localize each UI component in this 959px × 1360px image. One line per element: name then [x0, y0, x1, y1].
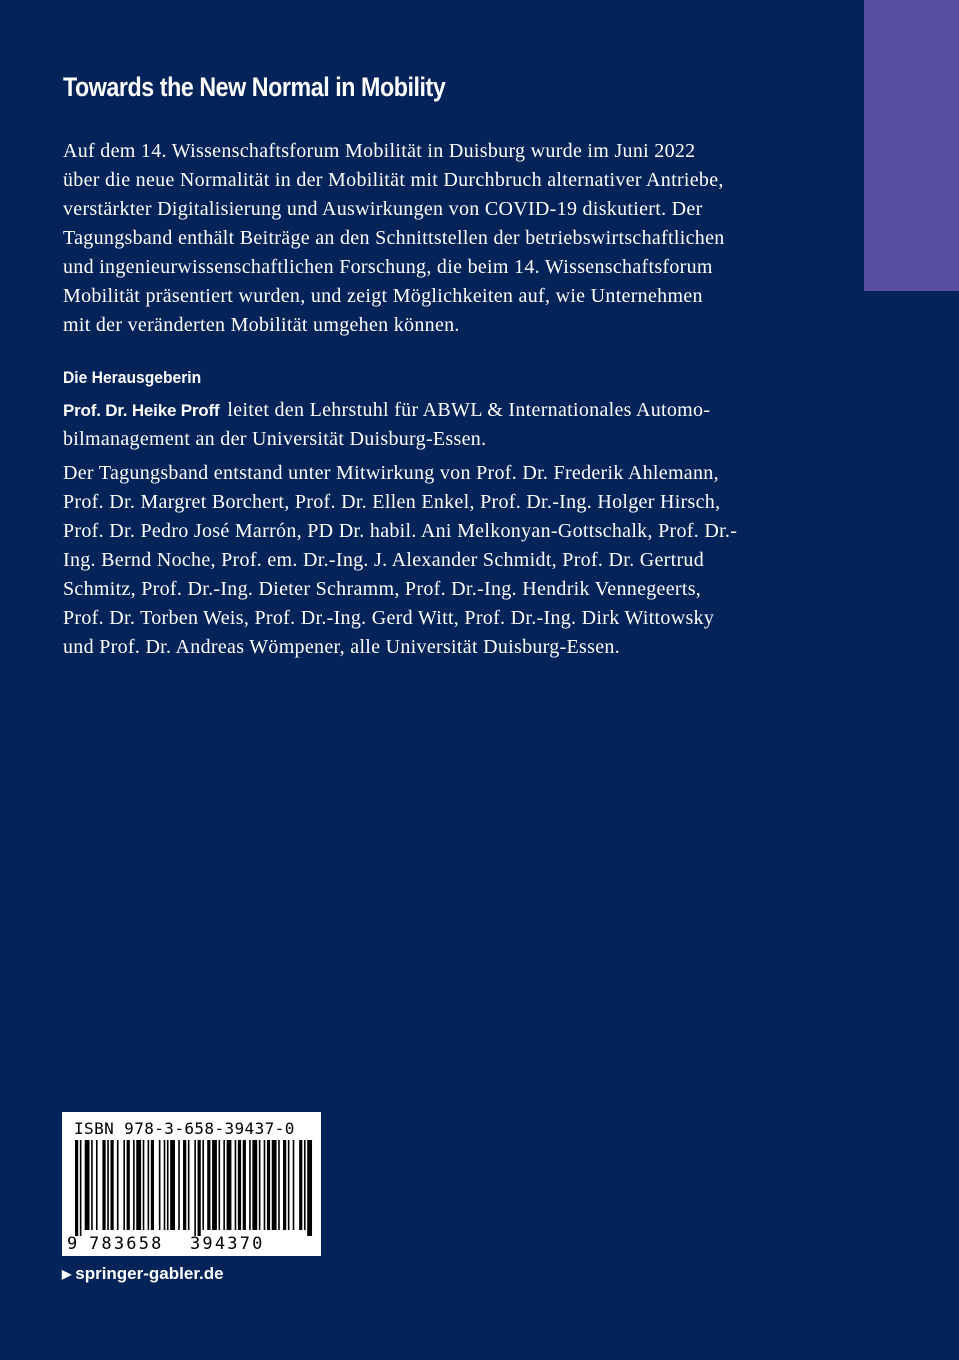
barcode-bar [299, 1140, 302, 1230]
barcode-bar [202, 1140, 204, 1230]
barcode-bar [183, 1140, 186, 1230]
barcode-bar [272, 1140, 277, 1230]
barcode-bar [267, 1140, 270, 1230]
barcode-bar [167, 1140, 169, 1230]
barcode-bar [148, 1140, 150, 1230]
barcode-bar [198, 1140, 201, 1236]
barcode-bar [223, 1140, 225, 1230]
website-link[interactable] [62, 1264, 224, 1284]
barcode-bar [249, 1140, 251, 1230]
editor-heading: Die Herausgeberin [63, 368, 202, 387]
barcode-bar [151, 1140, 154, 1230]
text-line: Mobilität präsentiert wurden, und zeigt Möglichkeiten auf, wie Unternehmen [63, 285, 703, 307]
barcode-bar [136, 1140, 141, 1230]
barcode-bar [123, 1140, 125, 1230]
text-line: Prof. Dr. Margret Borchert, Prof. Dr. Ellen Enkel, Prof. Dr.-Ing. Holger Hirsch, [63, 491, 721, 513]
barcode-bar [288, 1140, 290, 1230]
barcode-bar [85, 1140, 90, 1230]
barcode-bar [212, 1140, 217, 1230]
text-line: und Prof. Dr. Andreas Wömpener, alle Universität Duisburg-Essen. [63, 636, 621, 658]
text-line [63, 396, 710, 425]
barcode-bar [252, 1140, 257, 1230]
text-line: mit der veränderten Mobilität umgehen können. [63, 314, 460, 336]
barcode-bar [110, 1140, 113, 1230]
barcode-bar [293, 1140, 295, 1230]
barcode-bar [243, 1140, 246, 1230]
text-line: Auf dem 14. Wissenschaftsforum Mobilität in Duisburg wurde im Juni 2022 [63, 140, 696, 162]
barcode-bar [91, 1140, 93, 1230]
barcode-bar [238, 1140, 241, 1230]
accent-tab [864, 0, 959, 291]
barcode-bar [133, 1140, 135, 1230]
isbn-label: ISBN 978-3-658-39437-0 [74, 1119, 295, 1138]
barcode-graphic [62, 1112, 321, 1256]
barcode-bar [194, 1140, 196, 1236]
barcode-bar [219, 1140, 221, 1230]
text-line: verstärkter Digitalisierung und Auswirkungen von COVID-19 diskutiert. Der [63, 198, 703, 220]
barcode-bar [188, 1140, 190, 1230]
barcode-bar [178, 1140, 180, 1230]
editor-bio [63, 396, 710, 454]
book-title: Towards the New Normal in Mobility [63, 72, 446, 102]
text-line: über die neue Normalität in der Mobilität mit Durchbruch alternativer Antriebe, [63, 169, 724, 191]
barcode-bar [80, 1140, 82, 1236]
text-line: bilmanagement an der Universität Duisburg-Essen. [63, 428, 487, 450]
barcode-bar [127, 1140, 130, 1230]
description-paragraph [63, 137, 725, 340]
barcode-bar [278, 1140, 280, 1230]
barcode-bar [164, 1140, 166, 1230]
editor-bio-text: leitet den Lehrstuhl für ABWL & Internationales Automo- [227, 399, 711, 421]
barcode-bar [307, 1140, 312, 1236]
barcode-digits-right: 394370 [190, 1234, 265, 1254]
text-line: Tagungsband enthält Beiträge an den Schnittstellen der betriebswirtschaftlichen [63, 227, 725, 249]
barcode-bar [304, 1140, 306, 1230]
barcode-bar [264, 1140, 266, 1230]
editor-name: Prof. Dr. Heike Proff [63, 401, 220, 420]
barcode-bar [159, 1140, 161, 1230]
barcode-digit-lead: 9 [67, 1234, 78, 1254]
barcode-bar [75, 1140, 78, 1236]
text-line: Der Tagungsband entstand unter Mitwirkung von Prof. Dr. Frederik Ahlemann, [63, 462, 719, 484]
barcode-bar [259, 1140, 261, 1230]
barcode-bar [170, 1140, 175, 1230]
text-line: Prof. Dr. Torben Weis, Prof. Dr.-Ing. Gerd Witt, Prof. Dr.-Ing. Dirk Wittowsky [63, 607, 715, 629]
text-line: Ing. Bernd Noche, Prof. em. Dr.-Ing. J. Alexander Schmidt, Prof. Dr. Gertrud [63, 549, 705, 571]
barcode-bar [143, 1140, 145, 1230]
contributors-paragraph [63, 459, 737, 662]
website-label: springer-gabler.de [75, 1264, 224, 1283]
barcode-bar [107, 1140, 109, 1230]
triangle-right-icon: ▶ [62, 1267, 72, 1281]
text-line: Schmitz, Prof. Dr.-Ing. Dieter Schramm, Prof. Dr.-Ing. Hendrik Vennegeerts, [63, 578, 702, 600]
barcode-bar [102, 1140, 105, 1230]
text-line: Prof. Dr. Pedro José Marrón, PD Dr. habil. Ani Melkonyan-Gottschalk, Prof. Dr.- [63, 520, 738, 542]
barcode-bar [207, 1140, 210, 1230]
barcode-digits-left: 783658 [89, 1234, 164, 1254]
barcode-bar [117, 1140, 119, 1230]
barcode-bar [96, 1140, 98, 1230]
isbn-barcode [62, 1112, 321, 1256]
barcode-bar [283, 1140, 286, 1230]
barcode-bar [227, 1140, 232, 1230]
text-line: und ingenieurwissenschaftlichen Forschung, die beim 14. Wissenschaftsforum [63, 256, 713, 278]
barcode-bar [235, 1140, 237, 1230]
